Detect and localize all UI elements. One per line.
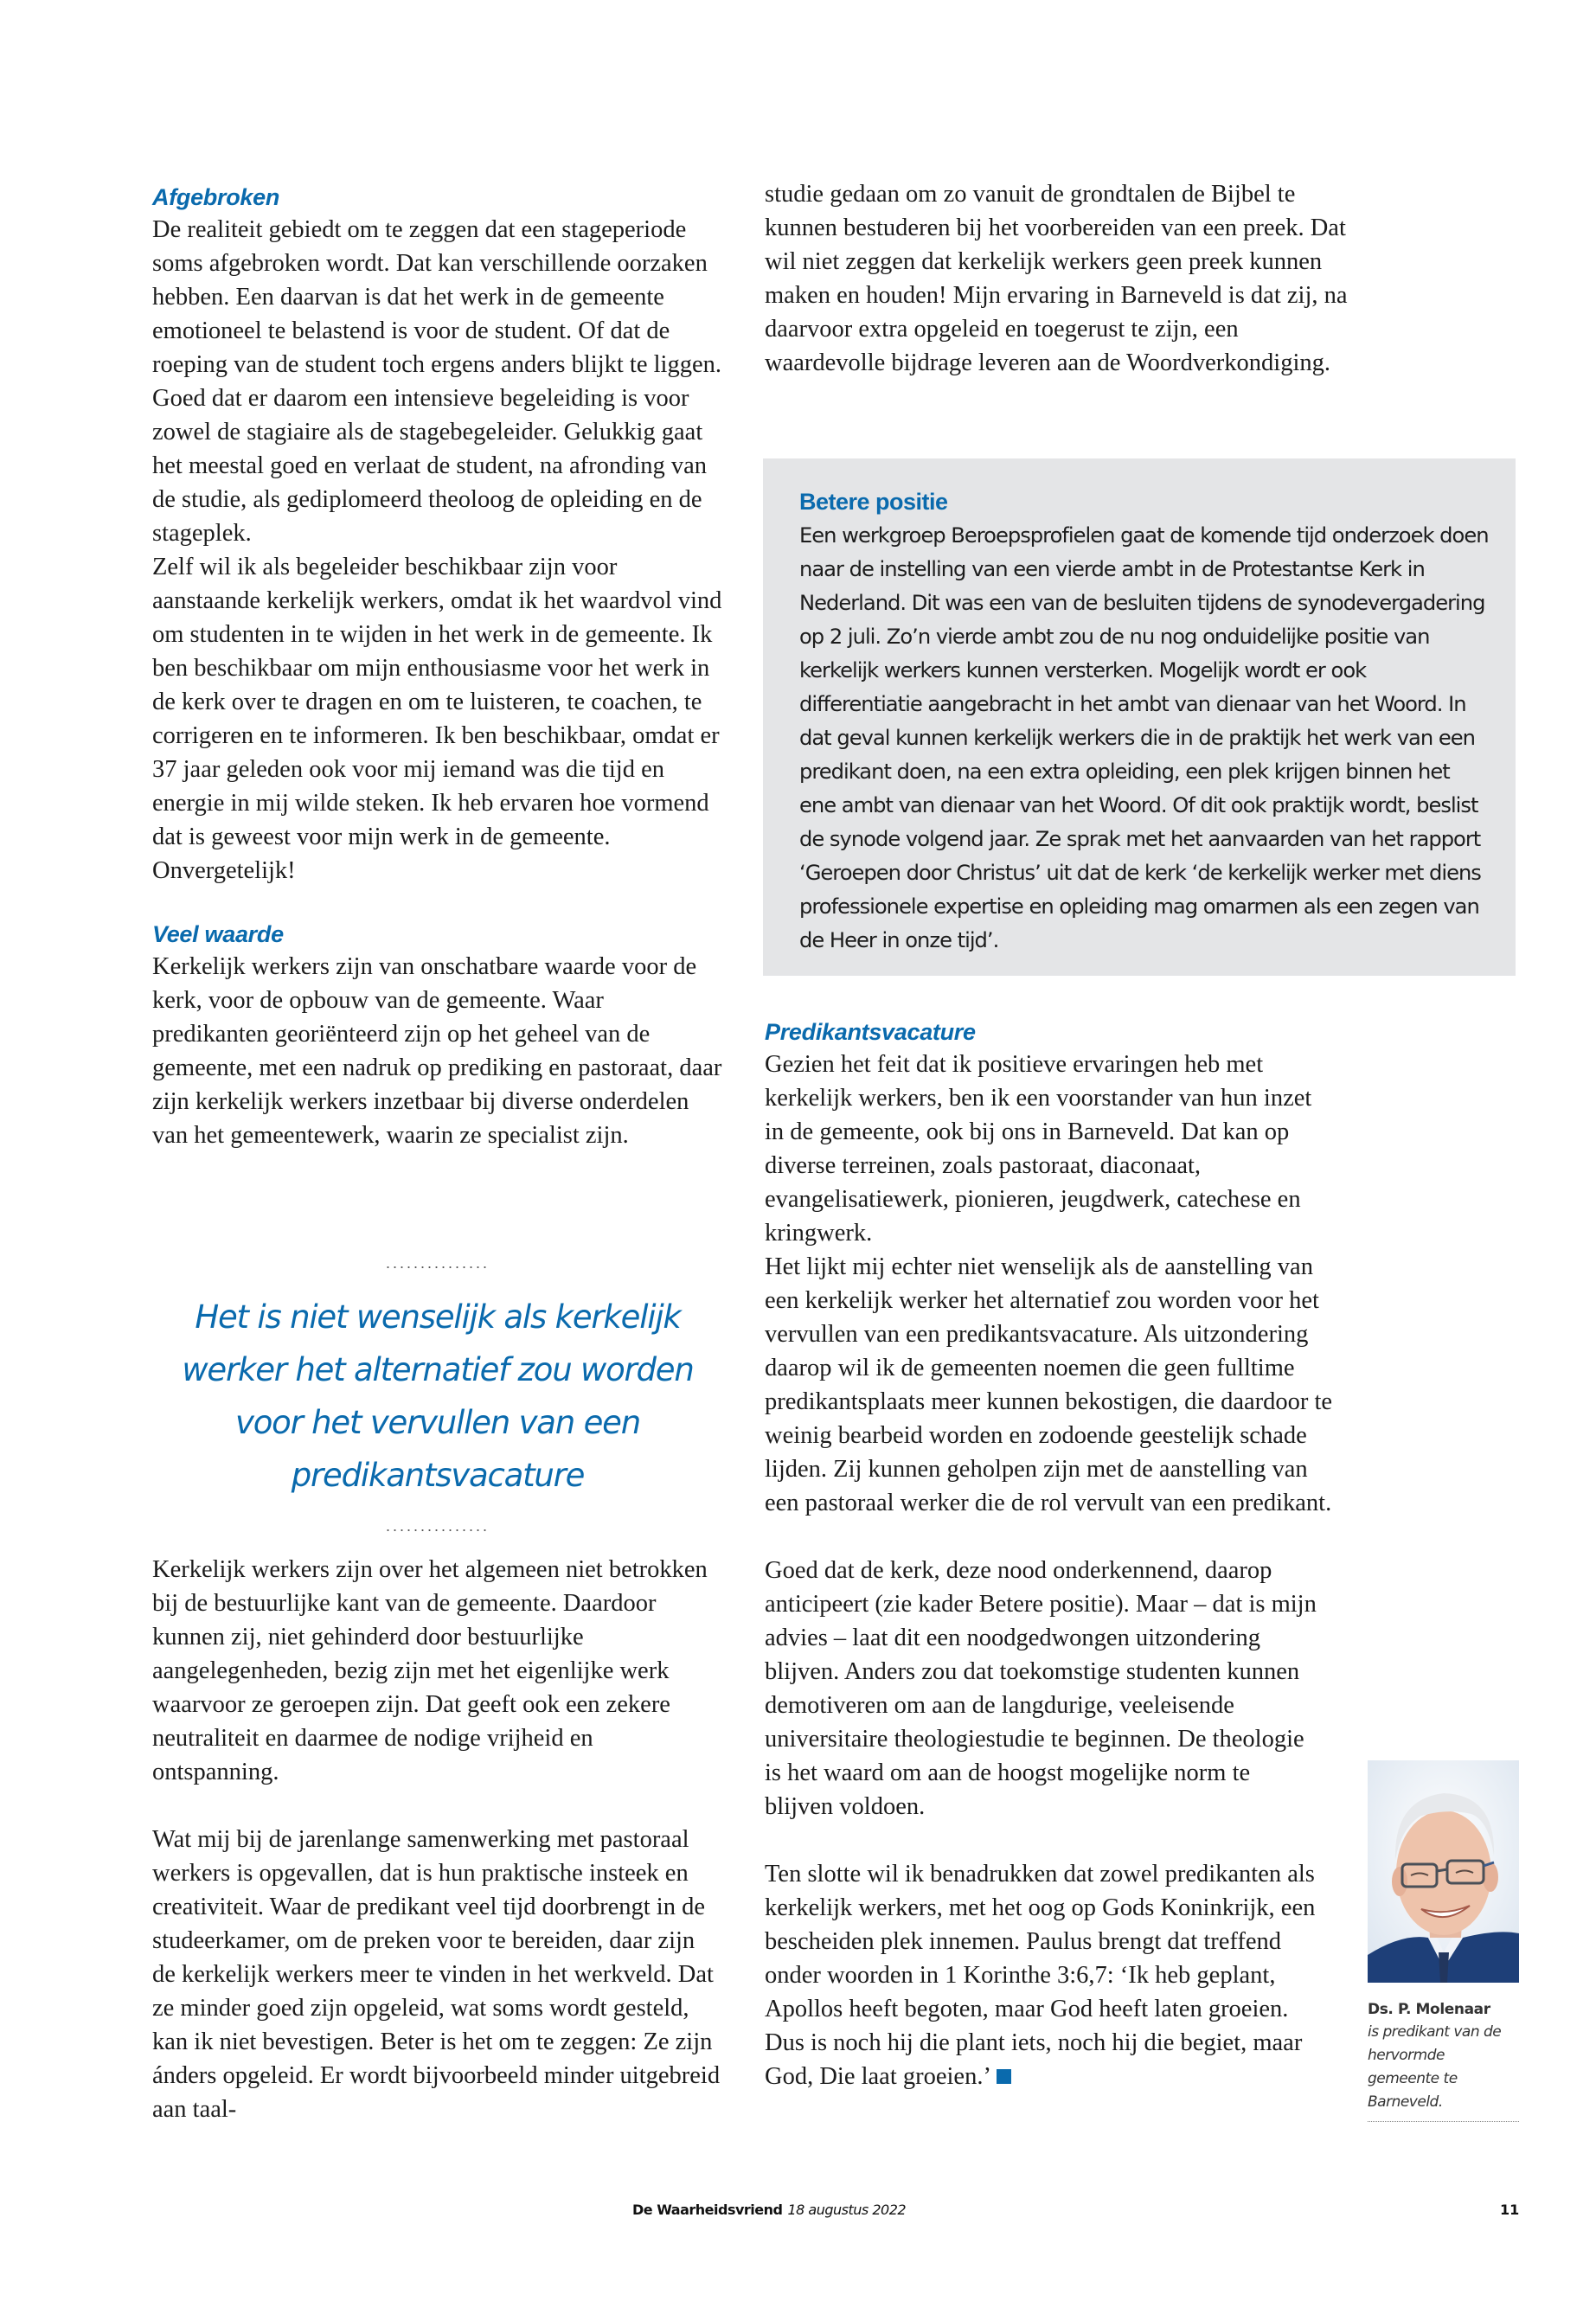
paragraph: Zelf wil ik als begeleider beschikbaar zijn voor aanstaande kerkelijk werkers, omdat ik het waardvol vind om studenten in te wijden in het werk in de gemeente. Ik ben beschikbaar om mijn enthousiasme voor het werk in de kerk over te dragen en om te luisteren, te coachen, te corrigeren en te informeren. Ik ben beschikbaar, omdat er 37 jaar geleden ook voor mij iemand was die tijd en energie in mij wilde steken. Ik heb ervaren hoe vormend dat is geweest voor mijn werk in de gemeente. Onvergetelijk! (152, 554, 722, 884)
pull-quote-text: Het is niet wenselijk als kerkelijk werker het alternatief zou worden voor het vervullen van een predikantsvacature (182, 1298, 694, 1494)
sidebar-box-title: Betere positie (799, 489, 948, 515)
section-afgebroken-body (152, 213, 723, 888)
subheading-predikantsvacature: Predikantsvacature (765, 1019, 976, 1045)
subheading-afgebroken: Afgebroken (152, 184, 280, 210)
paragraph: studie gedaan om zo vanuit de grondtalen de Bijbel te kunnen bestuderen bij het voorbereiden van een preek. Dat wil niet zeggen dat kerkelijk werkers geen preek kunnen maken en houden! Mijn ervaring in Barneveld is dat zij, na daarvoor extra opgeleid en toegerust te zijn, een waardevolle bijdrage leveren aan de Woordverkondiging. (765, 181, 1348, 376)
paragraph: Kerkelijk werkers zijn van onschatbare waarde voor de kerk, voor de opbouw van de gemeente. Waar predikanten georiënteerd zijn op het geheel van de gemeente, met een nadruk op prediking en pastoraat, daar zijn kerkelijk werkers inzetbaar bij diverse onderdelen van het gemeentewerk, waarin ze specialist zijn. (152, 953, 722, 1149)
pull-quote (152, 1254, 723, 1535)
paragraph (765, 1857, 1318, 2093)
author-box (1368, 1760, 1519, 2122)
publication-name: De Waarheidsvriend (632, 2202, 783, 2218)
paragraph: Het lijkt mij echter niet wenselijk als de aanstelling van een kerkelijk werker het alternatief zou worden voor het vervullen van een predikantsvacature. Als uitzondering daarop wil ik de gemeenten noemen die geen fulltime predikantsplaats meer kunnen bekostigen, die daardoor te weinig bearbeid worden en zodoende geestelijk schade lijden. Zij kunnen geholpen zijn met de aanstelling van een pastoraal werker die de rol vervult van een predikant. (765, 1253, 1333, 1516)
publication-date: 18 augustus 2022 (787, 2202, 907, 2218)
left-column (152, 182, 723, 1152)
left-column-lower (152, 1553, 723, 2126)
dotted-divider-top: ............... (385, 1254, 490, 1272)
author-name: Ds. P. Molenaar (1368, 2001, 1490, 2018)
sidebar-box-text: Een werkgroep Beroepsprofielen gaat de komende tijd onderzoek doen naar de instelling van een vierde ambt in de Protestantse Kerk in Nederland. Dit was een van de besluiten tijdens de synodevergadering op 2 juli. Zo’n vierde ambt zou de nu nog onduidelijke positie van kerkelijk werkers kunnen versterken. Mogelijk wordt er ook differentiatie aangebracht in het ambt van dienaar van het Woord. In dat geval kunnen kerkelijk werkers die in de praktijk het werk van een predikant doen, na een extra opleiding, een plek krijgen binnen het ene ambt van dienaar van het Woord. Of dit ook praktijk wordt, beslist de synode volgend jaar. Ze sprak met het aanvaarden van het rapport ‘Geroepen door Christus’ uit dat de kerk ‘de kerkelijk werker met diens professionele expertise en opleiding mag omarmen als een zegen van de Heer in onze tijd’. (799, 523, 1489, 952)
sidebar-box-content (799, 484, 1491, 958)
author-description: is predikant van de hervormde gemeente te Barneveld. (1368, 2023, 1502, 2111)
author-photo (1368, 1760, 1519, 1983)
continuation-body (765, 177, 1353, 380)
paragraph: Goed dat de kerk, deze nood onderkennend, daarop anticipeert (zie kader Betere positie). Maar – dat is mijn advies – laat dit een noodgedwongen uitzondering blijven. Anders zou dat toekomstige studenten kunnen demotiveren om aan de langdurige, veeleisende universitaire theologiestudie te beginnen. De theologie is het waard om aan de hoogst mogelijke norm te blijven voldoen. (765, 1557, 1317, 1820)
section-veel-waarde-body (152, 950, 723, 1152)
footer-publication-info (632, 2202, 906, 2218)
section-predikantsvacature-body (765, 1048, 1336, 2093)
dotted-divider-bottom: ............... (385, 1517, 490, 1535)
right-column (765, 177, 1353, 380)
section-lower-body (152, 1553, 723, 2126)
author-dotted-rule (1368, 2121, 1519, 2122)
subheading-veel-waarde: Veel waarde (152, 921, 284, 947)
paragraph: Wat mij bij de jarenlange samenwerking met pastoraal werkers is opgevallen, dat is hun praktische insteek en creativiteit. Waar de predikant veel tijd doorbrengt in de studeerkamer, om de preken voor te bereiden, daar zijn de kerkelijk werkers meer te vinden in het werkveld. Dat ze minder goed zijn opgeleid, wat soms wordt gesteld, kan ik niet bevestigen. Beter is het om te zeggen: Ze zijn ánders opgeleid. Er wordt bijvoorbeeld minder uitgebreid aan taal- (152, 1826, 721, 2123)
page-number: 11 (1500, 2202, 1520, 2218)
portrait-image-icon (1368, 1760, 1519, 1983)
end-of-article-square-icon (997, 2069, 1011, 2084)
sidebar-box-betere-positie (763, 458, 1516, 976)
page-footer (0, 2202, 1596, 2227)
paragraph: Gezien het feit dat ik positieve ervaringen heb met kerkelijk werkers, ben ik een voorstander van hun inzet in de gemeente, ook bij ons in Barneveld. Dat kan op diverse terreinen, zoals pastoraat, diaconaat, evangelisatiewerk, pionieren, jeugdwerk, catechese en kringwerk. (765, 1051, 1312, 1247)
right-column-lower (765, 1016, 1336, 2093)
closing-paragraph-text: Ten slotte wil ik benadrukken dat zowel predikanten als kerkelijk werkers, met het oog op Gods Koninkrijk, een bescheiden plek innemen. Paulus brengt dat treffend onder woorden in 1 Korinthe 3:6,7: ‘Ik heb geplant, Apollos heeft begoten, maar God heeft laten groeien. Dus is noch hij die plant iets, noch hij die begiet, maar God, Die laat groeien.’ (765, 1861, 1316, 2090)
paragraph: Kerkelijk werkers zijn over het algemeen niet betrokken bij de bestuurlijke kant van de gemeente. Daardoor kunnen zij, niet gehinderd door bestuurlijke aangelegenheden, bezig zijn met het eigenlijke werk waarvoor ze geroepen zijn. Dat geeft ook een zekere neutraliteit en daarmee de nodige vrijheid en ontspanning. (152, 1556, 708, 1785)
paragraph: De realiteit gebiedt om te zeggen dat een stageperiode soms afgebroken wordt. Dat kan verschillende oorzaken hebben. Een daarvan is dat het werk in de gemeente emotioneel te belastend is voor de student. Of dat de roeping van de student toch ergens anders blijkt te liggen. Goed dat er daarom een intensieve begeleiding is voor zowel de stagiaire als de stagebegeleider. Gelukkig gaat het meestal goed en verlaat de student, na afronding van de studie, als gediplomeerd theoloog de opleiding en de stageplek. (152, 216, 721, 547)
